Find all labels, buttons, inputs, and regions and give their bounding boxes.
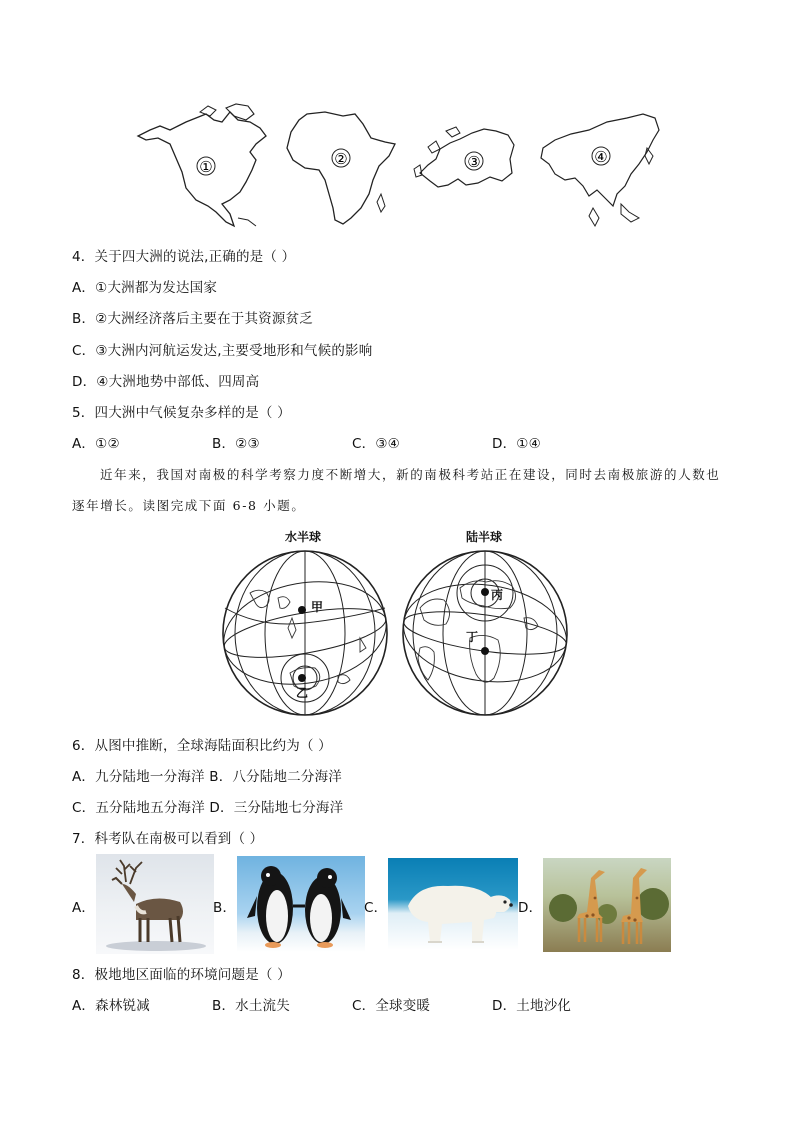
giraffes-photo[interactable] [543,858,671,952]
q8-option-a[interactable]: A．森林锐减 [72,998,150,1014]
q7-stem: 7．科考队在南极可以看到（ ） [72,831,264,847]
q4-stem: 4．关于四大洲的说法,正确的是（ ） [72,249,296,265]
land-hemisphere-diagram [400,548,570,718]
q7-option-d-label[interactable]: D． [518,900,543,916]
q4-option-b[interactable]: B．②大洲经济落后主要在于其资源贫乏 [72,311,313,327]
q8-option-d[interactable]: D．土地沙化 [492,998,572,1014]
africa-map [285,110,400,230]
q8-option-c[interactable]: C．全球变暖 [352,998,431,1014]
q7-option-b-label[interactable]: B． [213,900,237,916]
point-label-ding: 丁 [466,630,479,644]
polar-bear-photo[interactable] [388,858,518,950]
q7-option-c-label[interactable]: C． [364,900,388,916]
land-hemisphere-title: 陆半球 [466,530,503,544]
map-label-4: ④ [594,148,608,166]
q8-option-b[interactable]: B．水土流失 [212,998,290,1014]
water-hemisphere-title: 水半球 [285,530,322,544]
q5-option-b[interactable]: B．②③ [212,436,260,452]
asia-map [535,108,665,233]
point-label-bing: 丙 [491,588,504,602]
map-label-2: ② [334,150,348,168]
point-label-yi: 乙 [296,686,309,700]
q6-stem: 6．从图中推断，全球海陆面积比约为（ ） [72,738,332,754]
penguins-photo[interactable] [237,856,365,952]
q6-options-row-1[interactable]: A．九分陆地一分海洋 B．八分陆地二分海洋 [72,769,342,785]
passage-line-1: 近年来，我国对南极的科学考察力度不断增大，新的南极科考站正在建设，同时去南极旅游的人数也 [100,467,721,482]
point-label-jia: 甲 [311,600,324,614]
q4-option-a[interactable]: A．①大洲都为发达国家 [72,280,218,296]
q4-option-d[interactable]: D．④大洲地势中部低、四周高 [72,374,260,390]
reindeer-photo[interactable] [96,854,214,954]
map-label-3: ③ [467,153,481,171]
north-america-map [130,100,275,235]
q5-option-d[interactable]: D．①④ [492,436,541,452]
passage-line-2: 逐年增长。读图完成下面 6-8 小题。 [72,498,306,513]
map-label-1: ① [199,158,213,176]
q6-options-row-2[interactable]: C．五分陆地五分海洋 D．三分陆地七分海洋 [72,800,344,816]
q8-stem: 8．极地地区面临的环境问题是（ ） [72,967,291,983]
q5-option-a[interactable]: A．①② [72,436,120,452]
q4-option-c[interactable]: C．③大洲内河航运发达,主要受地形和气候的影响 [72,343,373,359]
europe-map [410,125,520,195]
continent-maps [130,100,670,235]
q5-stem: 5．四大洲中气候复杂多样的是（ ） [72,405,291,421]
q5-option-c[interactable]: C．③④ [352,436,400,452]
q7-option-a-label[interactable]: A． [72,900,96,916]
